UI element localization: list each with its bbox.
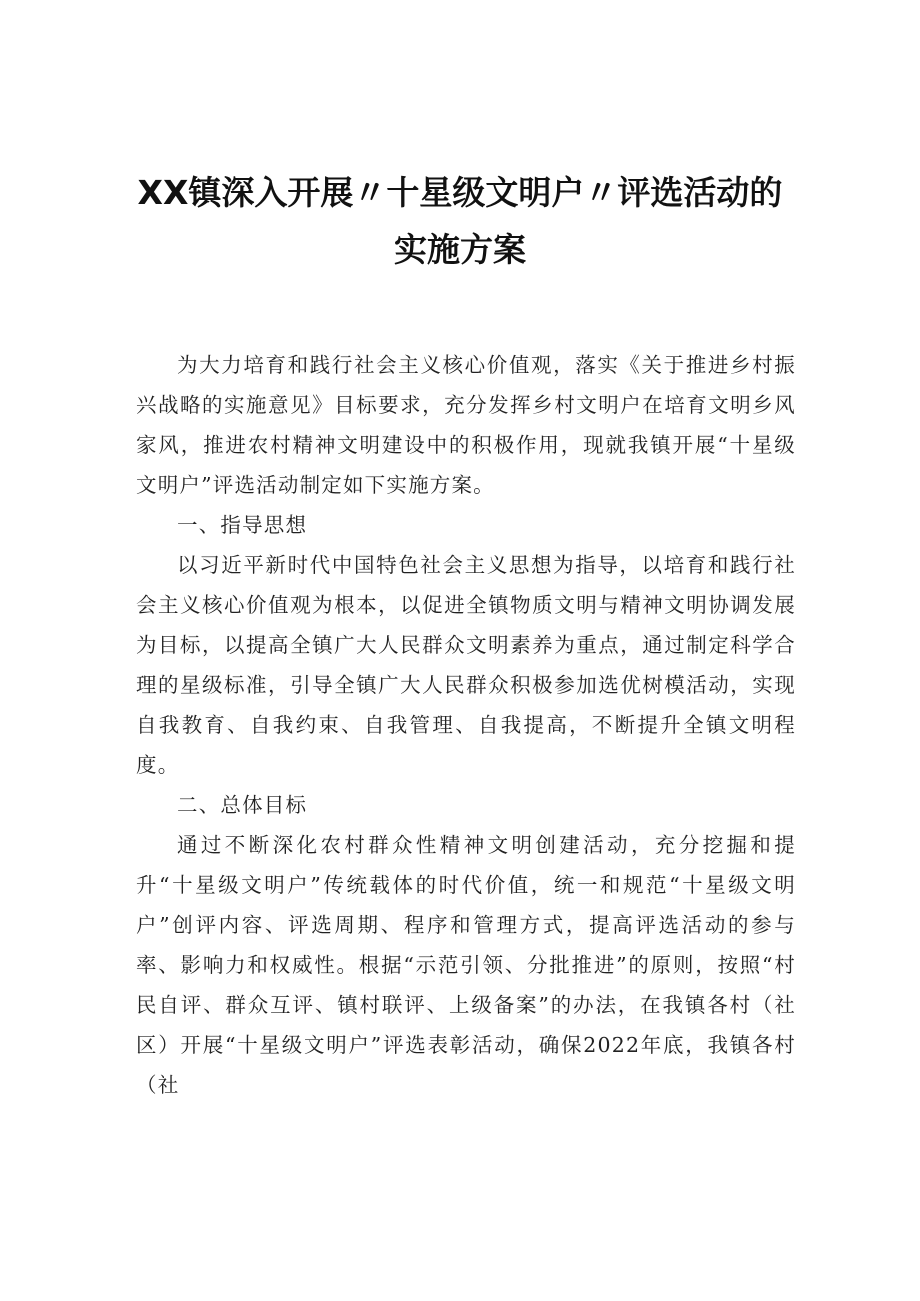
section-heading-overall-goal: 二、总体目标 <box>177 793 308 817</box>
document-title-line-1: XX镇深入开展〃十星级文明户〃评选活动的 <box>137 173 783 212</box>
guiding-ideology-paragraph: 以习近平新时代中国特色社会主义思想为指导，以培育和践行社会主义核心价值观为根本，以促进全镇物质文明与精神文明协调发展为目标，以提高全镇广大人民群众文明素养为重点，通过制定科学合理的星级标准，引导全镇广大人民群众积极参加选优树模活动，实现自我教育、自我约束、自我管理、自我提高，不断提升全镇文明程度。 <box>136 553 796 777</box>
overall-goal-paragraph: 通过不断深化农村群众性精神文明创建活动，充分挖掘和提升“十星级文明户”传统载体的时代价值，统一和规范“十星级文明户”创评内容、评选周期、程序和管理方式，提高评选活动的参与率、影响力和权威性。根据“示范引领、分批推进”的原则，按照“村民自评、群众互评、镇村联评、上级备案”的办法，在我镇各村（社区）开展“十星级文明户”评选表彰活动，确保2022年底，我镇各村（社 <box>136 833 796 1097</box>
document-title-line-2: 实施方案 <box>394 230 526 269</box>
section-heading-guiding-ideology: 一、指导思想 <box>177 513 308 537</box>
document-body <box>136 345 796 1105</box>
intro-paragraph: 为大力培育和践行社会主义核心价值观，落实《关于推进乡村振兴战略的实施意见》目标要求，充分发挥乡村文明户在培育文明乡风家风，推进农村精神文明建设中的积极作用，现就我镇开展“十星级文明户”评选活动制定如下实施方案。 <box>136 353 796 497</box>
